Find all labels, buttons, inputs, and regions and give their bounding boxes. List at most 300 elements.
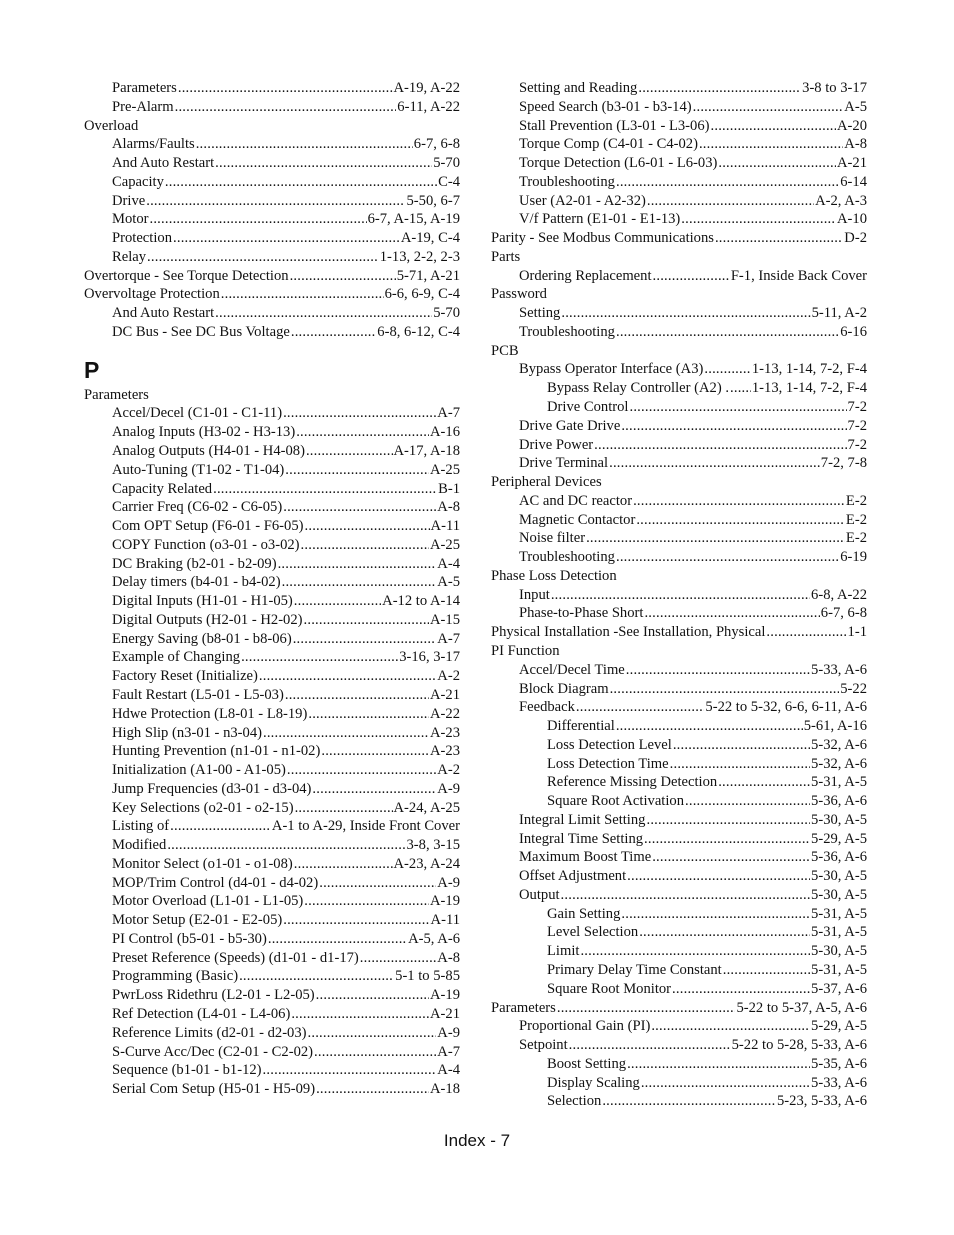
index-term: Capacity Related <box>112 480 213 497</box>
dot-leader <box>616 323 839 342</box>
index-term: Drive <box>112 192 146 209</box>
dot-leader <box>316 1080 429 1099</box>
dot-leader <box>268 930 407 949</box>
index-entry <box>84 404 460 423</box>
index-entry <box>491 848 867 867</box>
page-reference: A-25 <box>430 536 460 553</box>
index-entry <box>84 817 460 836</box>
page-reference: A-9 <box>437 1024 460 1041</box>
index-term: Listing of <box>112 818 170 835</box>
index-entry <box>84 1024 460 1043</box>
index-entry <box>491 792 867 811</box>
page-reference: A-23 <box>430 743 460 760</box>
index-term: Parity - See Modbus Communications <box>491 230 714 247</box>
index-entry <box>491 1092 867 1111</box>
page-reference: A-23, A-24 <box>393 855 460 872</box>
page-reference: D-2 <box>844 230 867 247</box>
index-entry <box>84 611 460 630</box>
dot-leader <box>561 304 810 323</box>
index-term: Bypass Relay Controller (A2) . <box>547 380 729 397</box>
page-reference: 7-2 <box>847 399 867 416</box>
dot-leader <box>312 780 436 799</box>
index-term: Troubleshooting <box>519 323 615 340</box>
dot-leader <box>321 742 429 761</box>
index-term: Digital Inputs (H1-01 - H1-05) <box>112 593 293 610</box>
index-entry <box>491 529 867 548</box>
index-term: Protection <box>112 230 172 247</box>
index-column-left <box>84 79 460 1099</box>
index-term: Torque Comp (C4-01 - C4-02) <box>519 136 698 153</box>
page-reference: A-5 <box>844 98 867 115</box>
index-entry <box>84 1080 460 1099</box>
index-entry <box>84 949 460 968</box>
dot-leader <box>647 192 814 211</box>
dot-leader <box>213 480 437 499</box>
page-reference: 5-70 <box>433 305 460 322</box>
page-reference: 5-71, A-21 <box>396 267 460 284</box>
index-entry <box>491 923 867 942</box>
dot-leader <box>283 911 429 930</box>
index-entry <box>84 304 460 323</box>
page-reference: 7-2 <box>847 417 867 434</box>
page-reference: A-8 <box>437 499 460 516</box>
page-reference: 7-2 <box>847 436 867 453</box>
page-reference: E-2 <box>845 511 867 528</box>
index-entry <box>84 667 460 686</box>
index-entry <box>491 304 867 323</box>
index-entry <box>491 886 867 905</box>
index-entry <box>491 717 867 736</box>
index-term: DC Braking (b2-01 - b2-09) <box>112 555 277 572</box>
page-reference: A-24, A-25 <box>393 799 460 816</box>
index-term: Overvoltage Protection <box>84 286 220 303</box>
index-term: Parts <box>491 248 521 265</box>
index-term: Drive Gate Drive <box>519 417 621 434</box>
index-term: Hdwe Protection (L8-01 - L8-19) <box>112 705 308 722</box>
page-reference: A-25 <box>430 461 460 478</box>
dot-leader <box>319 874 436 893</box>
index-term: MOP/Trim Control (d4-01 - d4-02) <box>112 874 319 891</box>
index-term: Motor <box>112 211 149 228</box>
index-entry <box>491 811 867 830</box>
dot-leader <box>173 229 400 248</box>
index-entry <box>84 780 460 799</box>
index-entry <box>84 648 460 667</box>
index-term: Selection <box>547 1093 602 1110</box>
index-term: Gain Setting <box>547 905 621 922</box>
page-reference: 1-13, 1-14, 7-2, F-4 <box>751 380 867 397</box>
index-entry <box>84 573 460 592</box>
dot-leader <box>295 799 393 818</box>
dot-leader <box>633 492 845 511</box>
index-entry <box>491 323 867 342</box>
page-reference: 5-37, A-6 <box>811 980 867 997</box>
dot-leader <box>641 1074 810 1093</box>
page-reference: A-7 <box>437 630 460 647</box>
index-entry <box>84 967 460 986</box>
index-entry <box>84 1061 460 1080</box>
index-term: Parameters <box>84 386 149 403</box>
dot-leader <box>699 135 843 154</box>
index-term: Reference Missing Detection <box>547 774 718 791</box>
index-term: Phase Loss Detection <box>491 567 617 584</box>
index-term: Example of Changing <box>112 649 241 666</box>
dot-leader <box>723 961 810 980</box>
dot-leader <box>673 736 810 755</box>
index-entry <box>491 79 867 98</box>
index-entry <box>491 492 867 511</box>
dot-leader <box>580 942 810 961</box>
index-entry <box>84 229 460 248</box>
page-reference: 6-6, 6-9, C-4 <box>384 286 460 303</box>
page-reference: 5-30, A-5 <box>811 868 867 885</box>
index-entry <box>84 630 460 649</box>
index-term: Speed Search (b3-01 - b3-14) <box>519 98 692 115</box>
dot-leader <box>693 98 844 117</box>
page-reference: 5-22 to 5-28, 5-33, A-6 <box>731 1037 867 1054</box>
page-reference: 5-30, A-5 <box>811 811 867 828</box>
index-entry <box>491 248 867 267</box>
dot-leader <box>609 454 820 473</box>
dot-leader <box>304 892 429 911</box>
dot-leader <box>147 248 379 267</box>
page-reference: 6-8, 6-12, C-4 <box>377 323 460 340</box>
dot-leader <box>636 511 845 530</box>
page-reference: E-2 <box>845 530 867 547</box>
page-reference: 5-29, A-5 <box>811 1018 867 1035</box>
dot-leader <box>711 117 837 136</box>
index-entry <box>491 1055 867 1074</box>
index-entry <box>84 386 460 405</box>
page-reference: 5-22 to 5-37, A-5, A-6 <box>736 999 867 1016</box>
index-term: Key Selections (o2-01 - o2-15) <box>112 799 294 816</box>
index-entry <box>491 642 867 661</box>
dot-leader <box>291 1005 429 1024</box>
dot-leader <box>586 529 845 548</box>
index-term: Accel/Decel (C1-01 - C1-11) <box>112 405 283 422</box>
index-entry <box>84 536 460 555</box>
index-term: PwrLoss Ridethru (L2-01 - L2-05) <box>112 987 315 1004</box>
dot-leader <box>278 555 437 574</box>
index-term: V/f Pattern (E1-01 - E1-13) <box>519 211 681 228</box>
index-entry <box>491 867 867 886</box>
index-entry <box>491 135 867 154</box>
page-reference: A-7 <box>437 1043 460 1060</box>
index-term: Input <box>519 586 550 603</box>
index-term: Square Root Activation <box>547 793 685 810</box>
index-term: Modified <box>112 837 167 854</box>
dot-leader <box>551 586 810 605</box>
dot-leader <box>616 173 839 192</box>
index-entry <box>84 267 460 286</box>
page-reference: 6-19 <box>840 549 867 566</box>
index-entry <box>84 705 460 724</box>
index-term: Delay timers (b4-01 - b4-02) <box>112 574 281 591</box>
dot-leader <box>627 1055 810 1074</box>
dot-leader <box>263 724 429 743</box>
index-term: Motor Setup (E2-01 - E2-05) <box>112 912 283 929</box>
page-reference: 6-14 <box>840 173 867 190</box>
index-term: Preset Reference (Speeds) (d1-01 - d1-17) <box>112 949 359 966</box>
index-term: Ref Detection (L4-01 - L4-06) <box>112 1005 291 1022</box>
page-reference: 6-11, A-22 <box>397 98 460 115</box>
dot-leader <box>616 548 839 567</box>
index-entry <box>491 210 867 229</box>
page-reference: 6-7, 6-8 <box>413 136 460 153</box>
index-term: Parameters <box>112 80 177 96</box>
dot-leader <box>730 379 751 398</box>
index-term: Troubleshooting <box>519 173 615 190</box>
dot-leader <box>646 811 810 830</box>
page-reference: 5-1 to 5-85 <box>395 968 460 985</box>
index-entry <box>491 454 867 473</box>
index-term: Peripheral Devices <box>491 474 602 491</box>
dot-leader <box>165 173 437 192</box>
index-entry <box>491 980 867 999</box>
dot-leader <box>652 848 810 867</box>
index-term: Motor Overload (L1-01 - L1-05) <box>112 893 304 910</box>
page-reference: A-9 <box>437 780 460 797</box>
page-reference: A-2 <box>437 762 460 779</box>
index-entry <box>491 229 867 248</box>
index-entry <box>491 379 867 398</box>
index-entry <box>491 192 867 211</box>
page-reference: 7-2, 7-8 <box>820 455 867 472</box>
index-entry <box>491 511 867 530</box>
index-entry <box>84 742 460 761</box>
index-entry <box>491 736 867 755</box>
index-term: Feedback <box>519 699 575 716</box>
index-term: Initialization (A1-00 - A1-05) <box>112 762 286 779</box>
dot-leader <box>651 1017 810 1036</box>
index-entry <box>84 1005 460 1024</box>
dot-leader <box>670 755 810 774</box>
index-entry <box>84 323 460 342</box>
index-entry <box>84 1043 460 1062</box>
index-entry <box>491 360 867 379</box>
page-reference: A-5, A-6 <box>408 930 460 947</box>
dot-leader <box>221 285 384 304</box>
index-entry <box>491 473 867 492</box>
dot-leader <box>704 360 751 379</box>
page-reference: 5-11, A-2 <box>811 305 867 322</box>
page-reference: 5-22 <box>840 680 867 697</box>
page-reference: A-8 <box>437 949 460 966</box>
index-entry <box>84 724 460 743</box>
index-entry <box>491 773 867 792</box>
index-term: DC Bus - See DC Bus Voltage <box>112 323 290 340</box>
index-term: Drive Terminal <box>519 455 609 472</box>
page-reference: C-4 <box>438 173 460 190</box>
dot-leader <box>685 792 810 811</box>
index-term: Troubleshooting <box>519 549 615 566</box>
index-term: Setting <box>519 305 561 322</box>
page-reference: 1-1 <box>847 624 867 641</box>
index-term: S-Curve Acc/Dec (C2-01 - C2-02) <box>112 1043 314 1060</box>
index-entry <box>84 555 460 574</box>
page-reference: A-21 <box>430 686 460 703</box>
page-reference: 5-61, A-16 <box>803 718 867 735</box>
dot-leader <box>215 304 432 323</box>
index-entry <box>84 799 460 818</box>
index-entry <box>84 686 460 705</box>
index-term: Noise filter <box>519 530 586 547</box>
dot-leader <box>296 423 429 442</box>
dot-leader <box>283 404 436 423</box>
index-term: Energy Saving (b8-01 - b8-06) <box>112 630 292 647</box>
index-term: Drive Control <box>547 399 629 416</box>
index-term: Loss Detection Level <box>547 736 672 753</box>
index-term: Jump Frequencies (d3-01 - d3-04) <box>112 780 312 797</box>
index-term: Hunting Prevention (n1-01 - n1-02) <box>112 743 321 760</box>
index-term: Overload <box>84 117 139 134</box>
index-entry <box>491 436 867 455</box>
index-term: Monitor Select (o1-01 - o1-08) <box>112 855 293 872</box>
index-entry <box>491 285 867 304</box>
page-reference: 5-33, A-6 <box>811 661 867 678</box>
page-reference: 5-31, A-5 <box>811 774 867 791</box>
dot-leader <box>715 229 843 248</box>
page-reference: 5-36, A-6 <box>811 849 867 866</box>
index-term: Phase-to-Phase Short <box>519 605 644 622</box>
dot-leader <box>557 999 736 1018</box>
index-term: Alarms/Faults <box>112 136 195 153</box>
dot-leader <box>360 949 437 968</box>
page-reference: A-16 <box>430 424 460 441</box>
index-entry <box>491 98 867 117</box>
page-reference: 5-36, A-6 <box>811 793 867 810</box>
page-reference: A-15 <box>430 611 460 628</box>
dot-leader <box>610 680 840 699</box>
index-entry <box>84 874 460 893</box>
page-reference: A-9 <box>437 874 460 891</box>
page-reference: 5-50, 6-7 <box>406 192 460 209</box>
index-entry <box>84 911 460 930</box>
dot-leader <box>283 498 436 517</box>
page-reference: E-2 <box>845 492 867 509</box>
dot-leader <box>616 717 803 736</box>
page-reference: A-19 <box>430 987 460 1004</box>
page-reference: A-2 <box>437 668 460 685</box>
page-reference: A-11 <box>430 912 460 929</box>
index-term: Differential <box>547 718 615 735</box>
index-entry <box>491 586 867 605</box>
page-reference: 1-13, 1-14, 7-2, F-4 <box>751 361 867 378</box>
index-entry <box>84 986 460 1005</box>
page-reference: A-19, A-22 <box>393 80 460 96</box>
index-term: Analog Outputs (H4-01 - H4-08) <box>112 443 305 460</box>
index-term: Com OPT Setup (F6-01 - F6-05) <box>112 518 304 535</box>
index-entry <box>491 1036 867 1055</box>
page-reference: A-7 <box>437 405 460 422</box>
index-term: Limit <box>547 943 580 960</box>
dot-leader <box>621 905 810 924</box>
index-entry <box>491 1017 867 1036</box>
index-entry <box>84 117 460 136</box>
page-reference: 5-32, A-6 <box>811 736 867 753</box>
page-reference: 1-13, 2-2, 2-3 <box>379 248 460 265</box>
index-entry <box>491 661 867 680</box>
dot-leader <box>259 667 436 686</box>
dot-leader <box>170 817 271 836</box>
page-reference: 6-16 <box>840 323 867 340</box>
index-term: Pre-Alarm <box>112 98 174 115</box>
index-entry <box>491 905 867 924</box>
dot-leader <box>241 648 398 667</box>
page-reference: 5-31, A-5 <box>811 961 867 978</box>
page-reference: 5-23, 5-33, A-6 <box>777 1093 867 1110</box>
page-reference: A-18 <box>430 1081 460 1098</box>
index-term: PI Function <box>491 642 560 659</box>
index-term: Setting and Reading <box>519 80 638 96</box>
index-term: Programming (Basic) <box>112 968 239 985</box>
index-entry <box>491 342 867 361</box>
index-entry <box>84 517 460 536</box>
index-entry <box>491 698 867 717</box>
index-entry <box>84 498 460 517</box>
index-entry <box>491 154 867 173</box>
dot-leader <box>561 886 811 905</box>
index-term: AC and DC reactor <box>519 492 633 509</box>
index-entry <box>84 192 460 211</box>
page-reference: 5-32, A-6 <box>811 755 867 772</box>
page-reference: 6-7, A-15, A-19 <box>367 211 460 228</box>
index-term: Torque Detection (L6-01 - L6-03) <box>519 155 718 172</box>
index-entry <box>491 755 867 774</box>
dot-leader <box>718 773 810 792</box>
index-entry <box>491 680 867 699</box>
index-term: Loss Detection Time <box>547 755 669 772</box>
index-term: Factory Reset (Initialize) <box>112 668 258 685</box>
index-column-right <box>491 79 867 1111</box>
index-term: Square Root Monitor <box>547 980 672 997</box>
index-term: Setpoint <box>519 1037 568 1054</box>
index-entry <box>84 248 460 267</box>
index-entry <box>84 855 460 874</box>
index-term: Parameters <box>491 999 556 1016</box>
index-entry <box>491 117 867 136</box>
index-term: Stall Prevention (L3-01 - L3-06) <box>519 117 710 134</box>
dot-leader <box>644 830 810 849</box>
index-term: Drive Power <box>519 436 594 453</box>
page-reference: A-19 <box>430 893 460 910</box>
index-entry <box>491 398 867 417</box>
page-reference: 5-31, A-5 <box>811 905 867 922</box>
dot-leader <box>638 79 801 98</box>
index-term: Fault Restart (L5-01 - L5-03) <box>112 686 284 703</box>
dot-leader <box>287 761 436 780</box>
dot-leader <box>718 154 836 173</box>
index-entry <box>84 135 460 154</box>
index-term: Relay <box>112 248 147 265</box>
page-reference: A-21 <box>430 1005 460 1022</box>
page-reference: A-12 to A-14 <box>382 593 460 610</box>
index-term: Capacity <box>112 173 164 190</box>
dot-leader <box>285 686 429 705</box>
dot-leader <box>196 135 413 154</box>
dot-leader <box>653 267 730 286</box>
index-entry <box>491 567 867 586</box>
dot-leader <box>304 611 429 630</box>
dot-leader <box>672 980 810 999</box>
page-reference: F-1, Inside Back Cover <box>730 267 867 284</box>
index-term: Level Selection <box>547 924 639 941</box>
index-entry <box>84 461 460 480</box>
index-term: Block Diagram <box>519 680 609 697</box>
index-term: PCB <box>491 342 519 359</box>
page-reference: 5-35, A-6 <box>811 1055 867 1072</box>
page-reference: A-4 <box>437 1062 460 1079</box>
